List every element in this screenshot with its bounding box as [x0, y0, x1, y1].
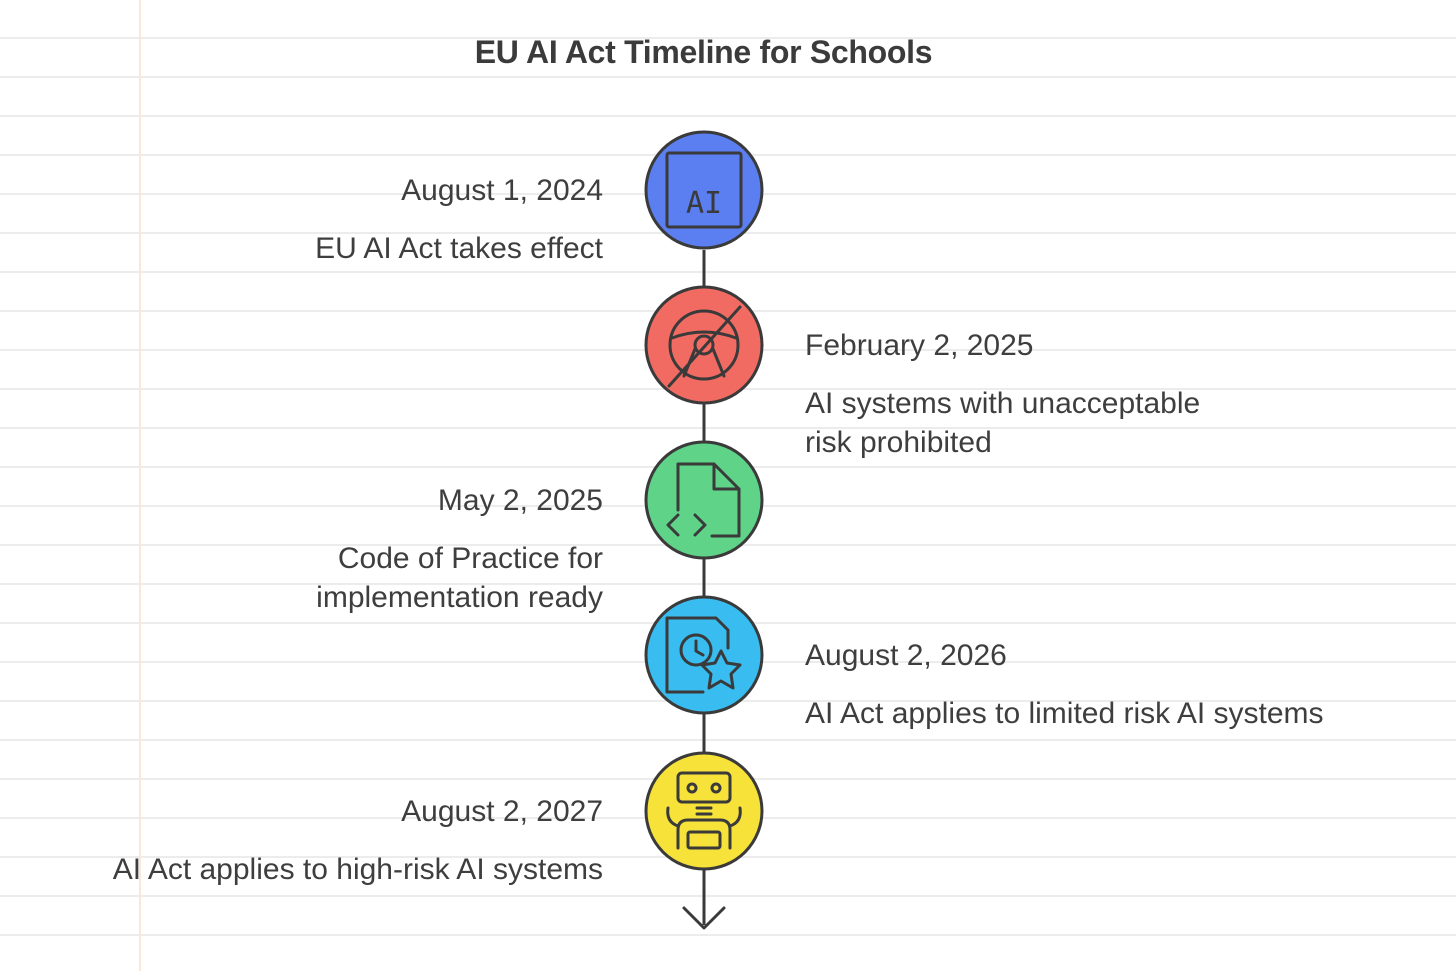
event-description-1: EU AI Act takes effect — [315, 232, 603, 265]
timeline-node-3 — [646, 442, 762, 558]
event-description-5: AI Act applies to high-risk AI systems — [112, 853, 603, 886]
event-date-3: May 2, 2025 — [437, 484, 603, 517]
timeline-event-2 — [805, 326, 1200, 462]
event-description-3: Code of Practice for implementation ready — [316, 542, 603, 614]
event-date-2: February 2, 2025 — [805, 329, 1034, 362]
svg-text:AI: AI — [685, 186, 723, 221]
timeline-node-2 — [646, 287, 762, 403]
timeline-event-4 — [805, 636, 1324, 733]
node-circle-5 — [646, 753, 762, 869]
timeline-node-5 — [646, 753, 762, 869]
event-date-5: August 2, 2027 — [401, 795, 603, 828]
node-circle-3 — [646, 442, 762, 558]
timeline-event-3 — [316, 481, 603, 617]
event-description-4: AI Act applies to limited risk AI systems — [805, 697, 1324, 730]
timeline-event-5 — [113, 792, 603, 889]
timeline-node-4 — [646, 597, 762, 713]
event-date-4: August 2, 2026 — [805, 639, 1007, 672]
timeline-event-1 — [315, 171, 603, 268]
timeline-node-1 — [646, 132, 762, 248]
event-description-2: AI systems with unacceptable risk prohibited — [805, 387, 1201, 459]
diagram-title: EU AI Act Timeline for Schools — [474, 34, 933, 70]
event-date-1: August 1, 2024 — [401, 174, 603, 207]
